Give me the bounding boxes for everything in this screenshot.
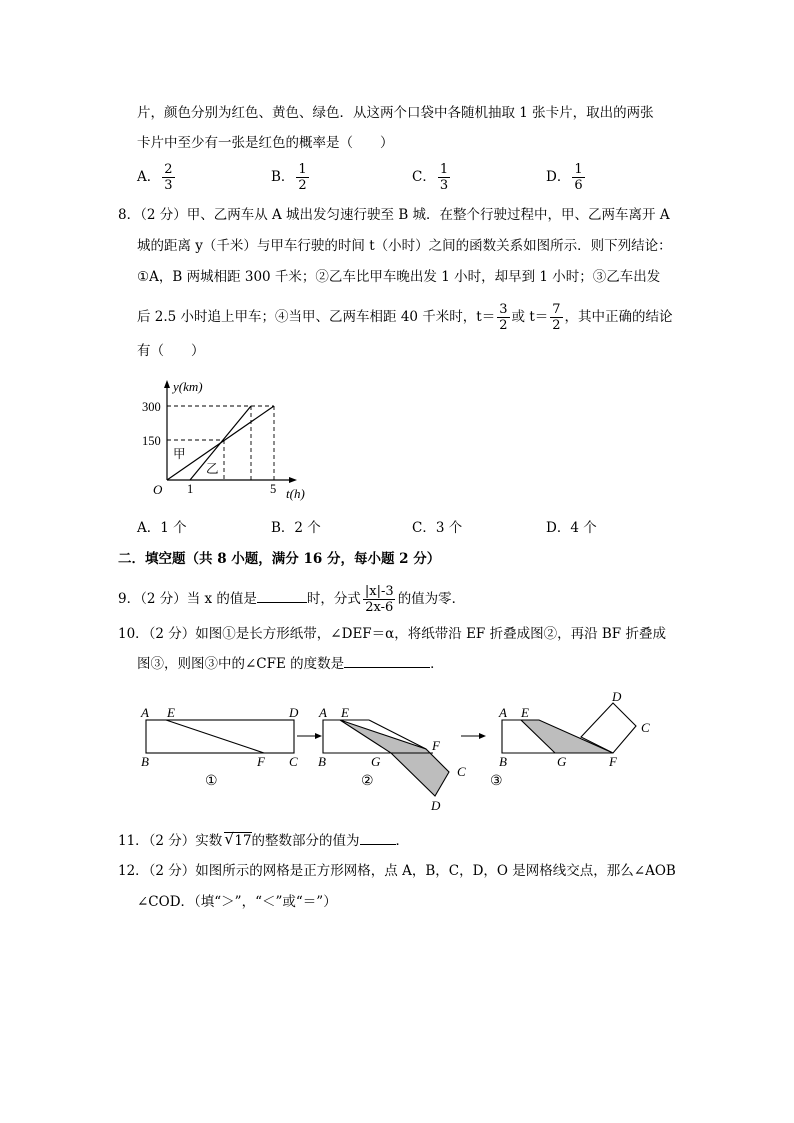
q8-option-d: D．4 个	[546, 520, 597, 536]
svg-text:A: A	[141, 705, 149, 720]
fig1-rect	[146, 720, 294, 753]
q9-line: 9．（2 分）当 x 的值是 时，分式 $\frac{|x|-3}{2x-6}$ 的值为零．	[118, 584, 466, 615]
svg-text:C: C	[289, 754, 298, 769]
y-axis-label: y(km)	[173, 379, 203, 394]
fig3-caption: ③	[490, 774, 503, 789]
q7-line2: 卡片中至少有一张是红色的概率是（ ）	[137, 135, 394, 151]
svg-text:A: A	[499, 705, 507, 720]
x-axis-label: t(h)	[286, 486, 305, 501]
svg-text:B: B	[318, 754, 326, 769]
svg-text:D: D	[431, 798, 441, 813]
q12-line1: 12．（2 分）如图所示的网格是正方形网格，点 A，B，C，D，O 是网格线交点，那么∠AOB	[118, 863, 676, 879]
section-2-heading: 二．填空题（共 8 小题，满分 16 分，每小题 2 分）	[118, 551, 441, 567]
fig2-folded-part	[340, 720, 449, 796]
svg-text:C: C	[641, 720, 650, 735]
q8-line1: 8．（2 分）甲、乙两车从 A 城出发匀速行驶至 B 城．在整个行驶过程中，甲、乙两车离开 A	[118, 207, 670, 223]
q12-line2: ∠COD．（填“＞”，“＜”或“＝”）	[137, 894, 337, 910]
yi-line	[190, 406, 251, 480]
label-yi: 乙	[206, 462, 219, 476]
q11-line: 11．（2 分）实数 √ 17的整数部分的值为 ．	[118, 830, 409, 849]
tick-300: 300	[142, 400, 161, 414]
svg-text:F: F	[257, 754, 265, 769]
q8-option-c: C．3 个	[412, 520, 463, 536]
q8-line5: 有（ ）	[137, 343, 205, 359]
svg-text:E: E	[521, 705, 529, 720]
q7-option-b: B． $\frac{1}{2}$	[271, 162, 307, 193]
svg-text:B: B	[499, 754, 507, 769]
svg-text:A: A	[319, 705, 327, 720]
q10-folding-figures	[135, 688, 665, 816]
svg-text:G: G	[557, 754, 567, 769]
origin-label: O	[153, 482, 163, 497]
tick-1: 1	[187, 482, 194, 496]
svg-text:D: D	[289, 705, 299, 720]
q8-line3: ①A，B 两城相距 300 千米；②乙车比甲车晚出发 1 小时，却早到 1 小时；③乙车出发	[137, 269, 661, 285]
x-axis-arrow	[289, 477, 297, 483]
q8-line4: 后 2.5 小时追上甲车；④当甲、乙两车相距 40 千米时，t＝ $\frac{3}{2}$ 或 t＝ $\frac{7}{2}$ ，其中正确的结论	[137, 302, 673, 333]
svg-text:F: F	[609, 754, 617, 769]
q7-option-c: C． $\frac{1}{3}$	[412, 162, 449, 193]
tick-5: 5	[270, 482, 277, 496]
q8-distance-time-graph	[140, 378, 320, 503]
svg-text:C: C	[457, 764, 466, 779]
q8-line2: 城的距离 y（千米）与甲车行驶的时间 t（小时）之间的函数关系如图所示．则下列结论：	[137, 238, 672, 254]
fig2-caption: ②	[361, 774, 374, 789]
q10-line1: 10．（2 分）如图①是长方形纸带，∠DEF＝α，将纸带沿 EF 折叠成图②，再沿 BF 折叠成	[118, 626, 666, 642]
tick-150: 150	[142, 434, 161, 448]
q10-line2: 图③，则图③中的∠CFE 的度数是 ．	[137, 656, 444, 672]
q8-option-b: B．2 个	[271, 520, 321, 536]
fig1-ef	[166, 720, 264, 753]
svg-text:B: B	[141, 754, 149, 769]
y-axis-arrow	[164, 380, 170, 388]
svg-text:E: E	[341, 705, 349, 720]
q7-option-a: A． $\frac{2}{3}$	[137, 162, 173, 193]
svg-text:G: G	[371, 754, 381, 769]
q8-option-a: A．1 个	[137, 520, 187, 536]
fig1-caption: ①	[205, 774, 218, 789]
label-jia: 甲	[173, 447, 186, 461]
svg-text:D: D	[612, 689, 622, 704]
q7-line1: 片，颜色分别为红色、黄色、绿色．从这两个口袋中各随机抽取 1 张卡片，取出的两张	[137, 105, 654, 121]
q7-option-d: D． $\frac{1}{6}$	[546, 162, 583, 193]
svg-text:F: F	[432, 738, 440, 753]
svg-text:E: E	[167, 705, 175, 720]
